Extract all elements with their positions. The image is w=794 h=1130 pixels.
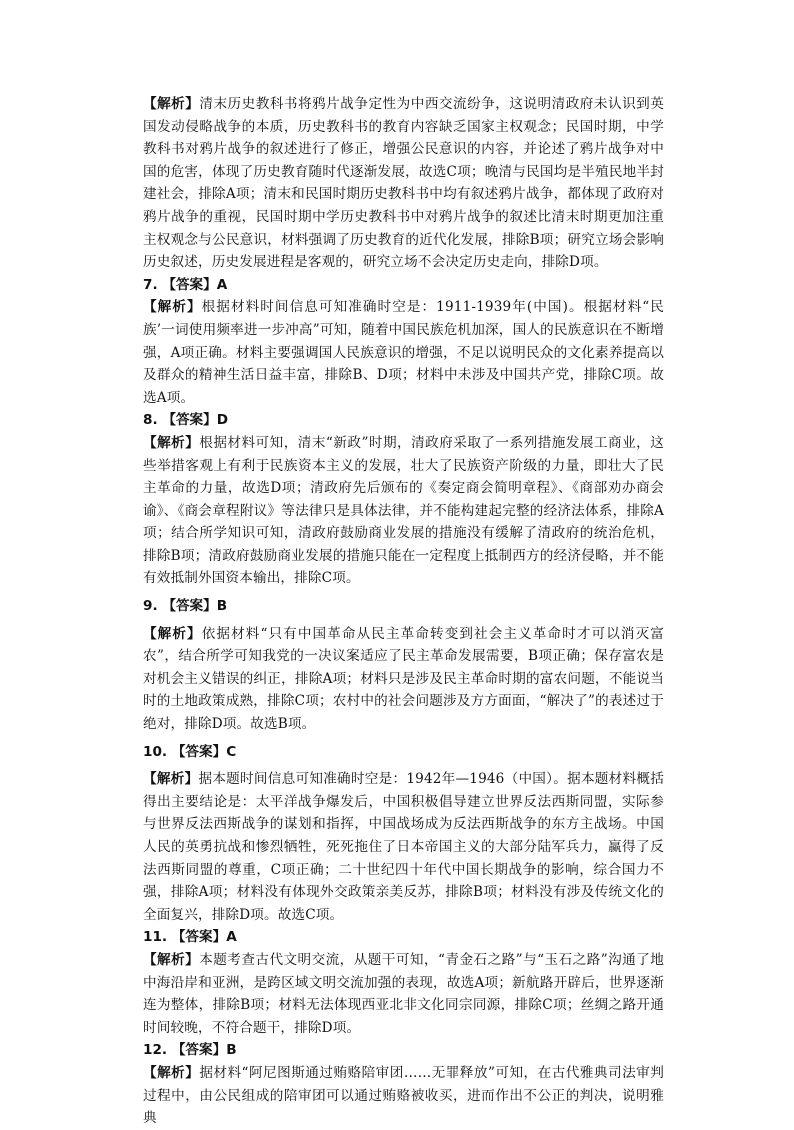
analysis-tag: 【解析】 <box>143 434 200 451</box>
analysis-paragraph-7 <box>143 296 664 409</box>
analysis-text: 清末历史教科书将鸦片战争定性为中西交流纷争，这说明清政府未认识到英国发动侵略战争的本质，历史教科书的教育内容缺乏国家主权观念；民国时期，中学教科书对鸦片战争的叙述进行了修正，增强公民意识的内容，并论述了鸦片战争对中国的危害，体现了历史教育随时代逐渐发展，故选C项；晚清与民国均是半殖民地半封建社会，排除A项；清末和民国时期历史教科书中均有叙述鸦片战争，都体现了政府对鸦片战争的重视，民国时期中学历史教科书中对鸦片战争的叙述比清末时期更加注重主权观念与公民意识，材料强调了历史教育的近代化发展，排除B项；研究立场会影响历史叙述，历史发展进程是客观的，研究立场不会决定历史走向，排除D项。 <box>143 96 664 271</box>
analysis-text: 依据材料“只有中国革命从民主革命转变到社会主义革命时才可以消灭富农”，结合所学可知我党的一决议案适应了民主革命发展需要，B项正确；保存富农是对机会主义错误的纠正，排除A项；材料只是涉及民主革命时期的富农问题，不能说当时的土地政策成熟，排除C项；农村中的社会问题涉及方方面面，“解决了”的表述过于绝对，排除D项。故选B项。 <box>143 625 664 733</box>
answer-heading-7: 7. 【答案】A <box>143 276 228 293</box>
document-page <box>143 93 664 1130</box>
analysis-paragraph-9 <box>143 623 664 736</box>
analysis-text: 据材料“阿尼图斯通过贿赂陪审团……无罪释放”可知，在古代雅典司法审判过程中，由公民组成的陪审团可以通过贿赂被收买，进而作出不公正的判决，说明雅典 <box>143 1064 664 1127</box>
answer-heading-10: 10. 【答案】C <box>143 743 237 760</box>
analysis-tag: 【解析】 <box>143 771 199 788</box>
answer-heading-11: 11. 【答案】A <box>143 929 237 946</box>
analysis-tag: 【解析】 <box>143 299 202 316</box>
analysis-tag: 【解析】 <box>143 1064 200 1081</box>
analysis-text: 据本题时间信息可知准确时空是：1942年—1946（中国）。据本题材料概括得出主要结论是：太平洋战争爆发后，中国积极倡导建立世界反法西斯同盟，实际参与世界反法西斯战争的谋划和指挥，中国战场成为反法西斯战争的东方主战场。中国人民的英勇抗战和惨烈牺牲，死死拖住了日本帝国主义的大部分陆军兵力，赢得了反法西斯同盟的尊重，C项正确；二十世纪四十年代中国长期战争的影响，综合国力不强，排除A项；材料没有体现外交政策亲美反苏，排除B项；材料没有涉及传统文化的全面复兴，排除D项。故选C项。 <box>143 771 664 923</box>
analysis-tag: 【解析】 <box>143 951 200 968</box>
analysis-paragraph-11 <box>143 949 664 1039</box>
analysis-tag: 【解析】 <box>143 625 202 642</box>
analysis-paragraph-6 <box>143 93 664 274</box>
analysis-text: 根据材料可知，清末“新政”时期，清政府采取了一系列措施发展工商业，这些举措客观上有利于民族资本主义的发展，壮大了民族资产阶级的力量，即壮大了民主革命的力量，故选D项；清政府先后颁布的《奏定商会简明章程》、《商部劝办商会谕》、《商会章程附议》等法律只是具体法律，并不能构建起完整的经济法体系，排除A项；结合所学知识可知，清政府鼓励商业发展的措施没有缓解了清政府的统治危机，排除B项；清政府鼓励商业发展的措施只能在一定程度上抵制西方的经济侵略，并不能有效抵制外国资本输出，排除C项。 <box>143 434 664 587</box>
analysis-paragraph-12 <box>143 1062 664 1130</box>
analysis-paragraph-8 <box>143 432 664 590</box>
answer-heading-12: 12. 【答案】B <box>143 1042 237 1059</box>
analysis-tag: 【解析】 <box>143 96 200 112</box>
answer-heading-9: 9. 【答案】B <box>143 598 228 615</box>
answer-heading-8: 8. 【答案】D <box>143 412 229 429</box>
analysis-text: 根据材料时间信息可知准确时空是：1911-1939年(中国)。根据材料“民族’一词使用频率进一步冲高”可知，随着中国民族危机加深，国人的民族意识在不断增强，A项正确。材料主要强调国人民族意识的增强，不足以说明民众的文化素养提高以及群众的精神生活日益丰富，排除B、D项；材料中未涉及中国共产党，排除C项。故选A项。 <box>143 299 664 406</box>
analysis-paragraph-10 <box>143 768 664 926</box>
analysis-text: 本题考查古代文明交流，从题干可知，“青金石之路”与“玉石之路”沟通了地中海沿岸和亚洲，是跨区域文明交流加强的表现，故选A项；新航路开辟后，世界逐渐连为整体，排除B项；材料无法体现西亚北非文化同宗同源，排除C项；丝绸之路开通时间较晚，不符合题干，排除D项。 <box>143 951 665 1036</box>
